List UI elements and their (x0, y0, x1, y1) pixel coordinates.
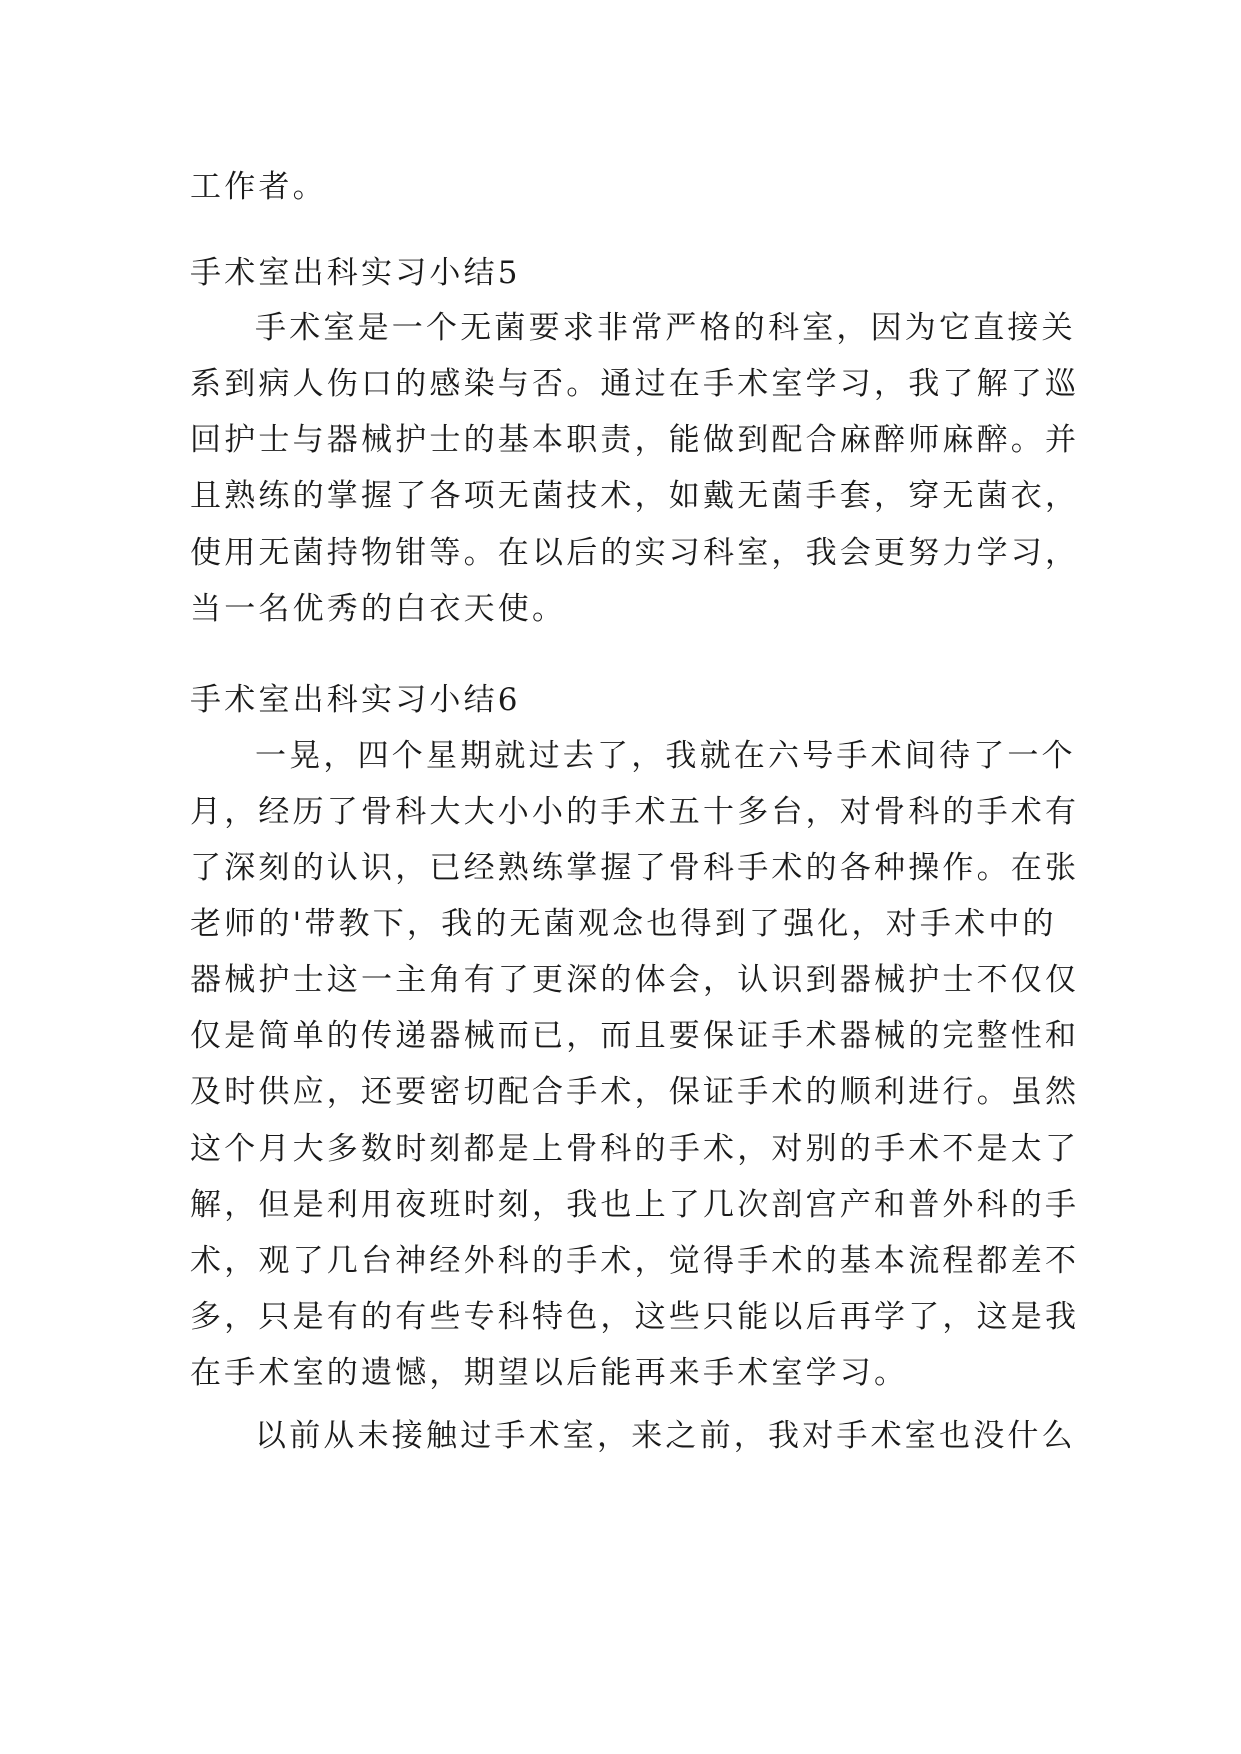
section-6-line: 了深刻的认识，已经熟练掌握了骨科手术的各种操作。在张 (190, 850, 1080, 886)
section-6-line: 老师的'带教下，我的无菌观念也得到了强化，对手术中的 (190, 906, 1057, 942)
section-6-line: 术，观了几台神经外科的手术，觉得手术的基本流程都差不 (190, 1243, 1080, 1279)
section-6-paragraph-2-line: 以前从未接触过手术室，来之前，我对手术室也没什么 (255, 1418, 1076, 1454)
section-6-line: 在手术室的遗憾，期望以后能再来手术室学习。 (190, 1355, 909, 1391)
section-5-line: 系到病人伤口的感染与否。通过在手术室学习，我了解了巡 (190, 366, 1080, 402)
section-5-line: 手术室是一个无菌要求非常严格的科室，因为它直接关 (255, 310, 1076, 346)
section-6-heading: 手术室出科实习小结6 (190, 682, 521, 718)
section-6-line: 月，经历了骨科大大小小的手术五十多台，对骨科的手术有 (190, 794, 1080, 830)
section-6-line: 解，但是利用夜班时刻，我也上了几次剖宫产和普外科的手 (190, 1187, 1080, 1223)
section-5-line: 回护士与器械护士的基本职责，能做到配合麻醉师麻醉。并 (190, 422, 1080, 458)
section-5-line: 当一名优秀的白衣天使。 (190, 591, 567, 627)
section-6-line: 仅是简单的传递器械而已，而且要保证手术器械的完整性和 (190, 1018, 1080, 1054)
section-6-line: 这个月大多数时刻都是上骨科的手术，对别的手术不是太了 (190, 1131, 1080, 1167)
section-6-line: 一晃，四个星期就过去了，我就在六号手术间待了一个 (255, 738, 1076, 774)
section-5-line: 使用无菌持物钳等。在以后的实习科室，我会更努力学习， (190, 535, 1080, 571)
section-5-line: 且熟练的掌握了各项无菌技术，如戴无菌手套，穿无菌衣， (190, 478, 1080, 514)
section-6-line: 及时供应，还要密切配合手术，保证手术的顺利进行。虽然 (190, 1074, 1080, 1110)
section-6-line: 器械护士这一主角有了更深的体会，认识到器械护士不仅仅 (190, 962, 1080, 998)
section-5-heading: 手术室出科实习小结5 (190, 255, 521, 291)
section-6-line: 多，只是有的有些专科特色，这些只能以后再学了，这是我 (190, 1299, 1080, 1335)
continuation-text: 工作者。 (190, 169, 327, 205)
